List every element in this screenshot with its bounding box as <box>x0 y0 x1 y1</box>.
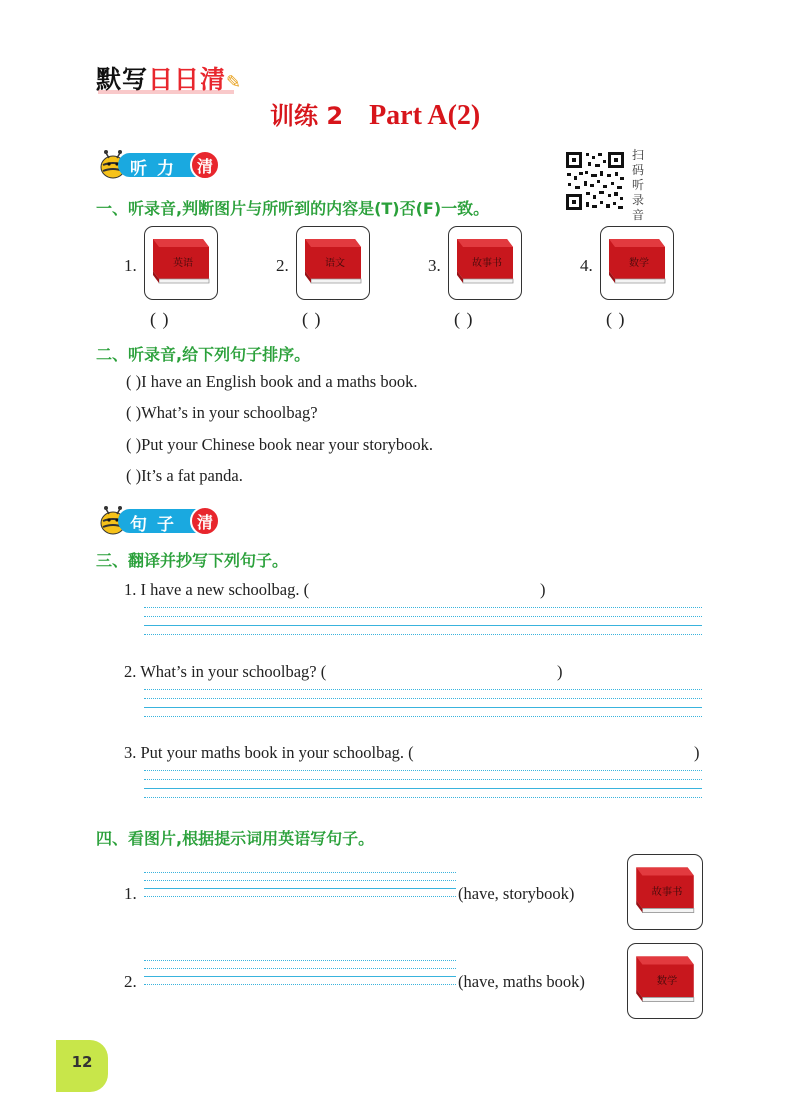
book-icon <box>628 855 702 929</box>
book-icon <box>297 227 369 299</box>
ordering-row <box>126 466 243 486</box>
book-label: 故事书 <box>651 886 683 899</box>
book-icon <box>145 227 217 299</box>
book-picture <box>296 226 370 300</box>
item-number: 2. <box>276 256 289 275</box>
sentence-text: What’s in your schoolbag? <box>141 403 318 422</box>
book-label: 英语 <box>173 258 193 269</box>
question-2-heading: 二、听录音,给下列句子排序。 <box>96 345 311 364</box>
order-blank[interactable]: ( ) <box>126 466 142 485</box>
book-icon <box>449 227 521 299</box>
translate-prompt: 3. Put your maths book in your schoolbag. ( <box>124 743 414 762</box>
book-picture <box>448 226 522 300</box>
ordering-row <box>126 435 433 455</box>
order-blank[interactable]: ( ) <box>126 403 142 422</box>
hint-words: (have, storybook) <box>458 884 575 903</box>
logo-underline <box>98 89 234 96</box>
book-picture <box>627 943 703 1019</box>
book-label: 语文 <box>325 258 345 269</box>
writing-lines[interactable] <box>144 607 702 643</box>
item-number: 3. <box>428 256 441 275</box>
hint-words: (have, maths book) <box>458 972 585 991</box>
sentence-text: Put your Chinese book near your storybook. <box>141 435 434 454</box>
item-number: 1. <box>124 884 137 903</box>
section-badge-sentences: 句子 清 <box>96 508 226 534</box>
sentence-text: It’s a fat panda. <box>141 466 243 485</box>
question-4-heading: 四、看图片,根据提示词用英语写句子。 <box>96 829 375 848</box>
answer-writing-lines[interactable] <box>144 960 456 992</box>
question-3-heading: 三、翻译并抄写下列句子。 <box>96 551 289 570</box>
book-picture <box>627 854 703 930</box>
sentence-text: I have an English book and a maths book. <box>141 372 418 391</box>
writing-lines[interactable] <box>144 770 702 806</box>
book-label: 数学 <box>656 975 678 988</box>
order-blank[interactable]: ( ) <box>126 435 142 454</box>
book-label: 数学 <box>629 258 649 269</box>
answer-blank[interactable]: ( ) <box>454 309 474 329</box>
ordering-row <box>126 403 318 423</box>
translate-prompt: 1. I have a new schoolbag. ( <box>124 580 310 599</box>
answer-blank[interactable]: ( ) <box>606 309 626 329</box>
book-picture <box>144 226 218 300</box>
book-icon <box>628 944 702 1018</box>
page-number: 12 <box>56 1040 108 1092</box>
writing-lines[interactable] <box>144 689 702 725</box>
book-picture <box>600 226 674 300</box>
item-number: 2. <box>124 972 137 991</box>
ordering-row <box>126 372 417 392</box>
book-label: 故事书 <box>472 258 502 269</box>
answer-blank[interactable]: ( ) <box>302 309 322 329</box>
qr-hint: 扫码听录音 <box>632 148 645 222</box>
section-badge-listening: 听力 清 <box>96 152 226 178</box>
item-number: 1. <box>124 256 137 275</box>
translate-close-paren: ) <box>540 580 546 599</box>
book-icon <box>601 227 673 299</box>
answer-writing-lines[interactable] <box>144 872 456 904</box>
pen-icon: ✎ <box>226 72 243 93</box>
answer-blank[interactable]: ( ) <box>150 309 170 329</box>
translate-prompt: 2. What’s in your schoolbag? ( <box>124 662 327 681</box>
translate-close-paren: ) <box>694 743 700 762</box>
question-1-heading: 一、听录音,判断图片与所听到的内容是(T)否(F)一致。 <box>96 199 490 218</box>
series-logo: 默写日日清✎ <box>96 65 243 94</box>
qr-code[interactable] <box>564 150 626 212</box>
translate-close-paren: ) <box>557 662 563 681</box>
order-blank[interactable]: ( ) <box>126 372 142 391</box>
item-number: 4. <box>580 256 593 275</box>
page-title: 训练 2 Part A(2) <box>270 100 481 131</box>
